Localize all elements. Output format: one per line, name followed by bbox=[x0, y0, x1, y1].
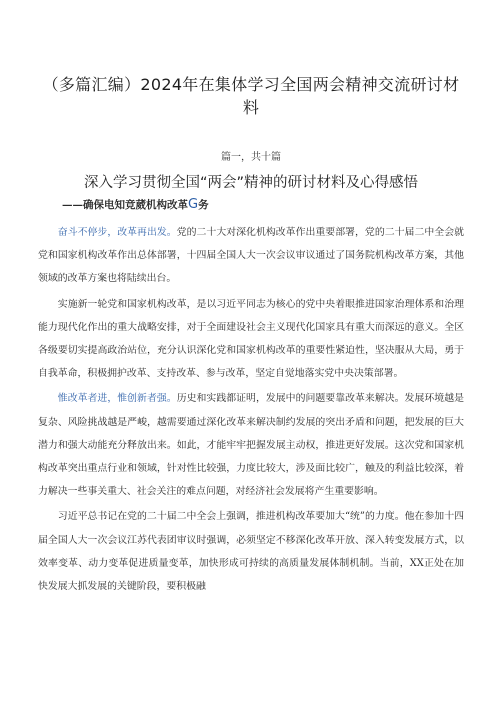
paragraph-3 bbox=[38, 387, 464, 503]
subtitle-accent: G bbox=[188, 197, 199, 212]
paragraph-lead: 奋斗不停步，改革再出发。 bbox=[57, 227, 177, 238]
paragraph-2 bbox=[38, 293, 464, 386]
article-title: 深入学习贯彻全国“两会”精神的研讨材料及心得感悟 bbox=[83, 175, 419, 191]
subtitle-suffix: 务 bbox=[198, 199, 209, 211]
paragraph-text: 历史和实践都证明，发展中的问题要靠改革来解决。发展环境越是复杂、风险挑战越是严峻，越需要通过深化改革来解决制约发展的突出矛盾和问题，把发展的巨大潜力和强大动能充分释放出来。如此，才能牢牢把握发展主动权，推进更好发展。这次党和国家机构改革突出重点行业和领域，针对性比较强，力度比较大，涉及面比较广，触及的利益比较深，着力解决一些事关重大、社会关注的难点问题，对经济社会发展将产生重要影响。 bbox=[38, 393, 464, 498]
paragraph-1 bbox=[38, 221, 464, 291]
paragraph-text: 党的二十大对深化机构改革作出重要部署，党的二十届二中全会就党和国家机构改革作出总体部署，十四届全国人大一次会议审议通过了国务院机构改革方案，其他领域的改革方案也将陆续出台。 bbox=[38, 227, 464, 285]
article-subtitle bbox=[38, 197, 464, 213]
document-title: （多篇汇编）2024年在集体学习全国两会精神交流研讨材料 bbox=[42, 75, 460, 117]
paragraph-text: 实施新一轮党和国家机构改革，是以习近平同志为核心的党中央着眼推进国家治理体系和治理能力现代化作出的重大战略安排，对于全面建设社会主义现代化国家具有重大而深远的意义。全区各级要切实提高政治站位，充分认识深化党和国家机构改革的重要性紧迫性，坚决服从大局，勇于自我革命，积极拥护改革、支持改革、参与改革，坚定自觉地落实党中央决策部署。 bbox=[38, 298, 464, 380]
paragraph-text: 习近平总书记在党的二十届二中全会上强调，推进机构改革要加大“统”的力度。他在参加十四届全国人大一次会议江苏代表团审议时强调，必须坚定不移深化改革开放、深入转变发展方式，以效率变革、动力变革促进质量变革，加快形成可持续的高质量发展体制机制。当前，XX正处在加快发展大抓发展的关键阶段，要积极融 bbox=[38, 511, 464, 593]
paragraph-4 bbox=[38, 505, 464, 598]
subtitle-prefix: ——确保电知竞葳机构改革 bbox=[62, 199, 188, 211]
article-body bbox=[38, 221, 464, 598]
paragraph-lead: 惟改革者进，惟创新者强。 bbox=[57, 393, 177, 405]
section-label: 篇一，共十篇 bbox=[221, 152, 281, 163]
